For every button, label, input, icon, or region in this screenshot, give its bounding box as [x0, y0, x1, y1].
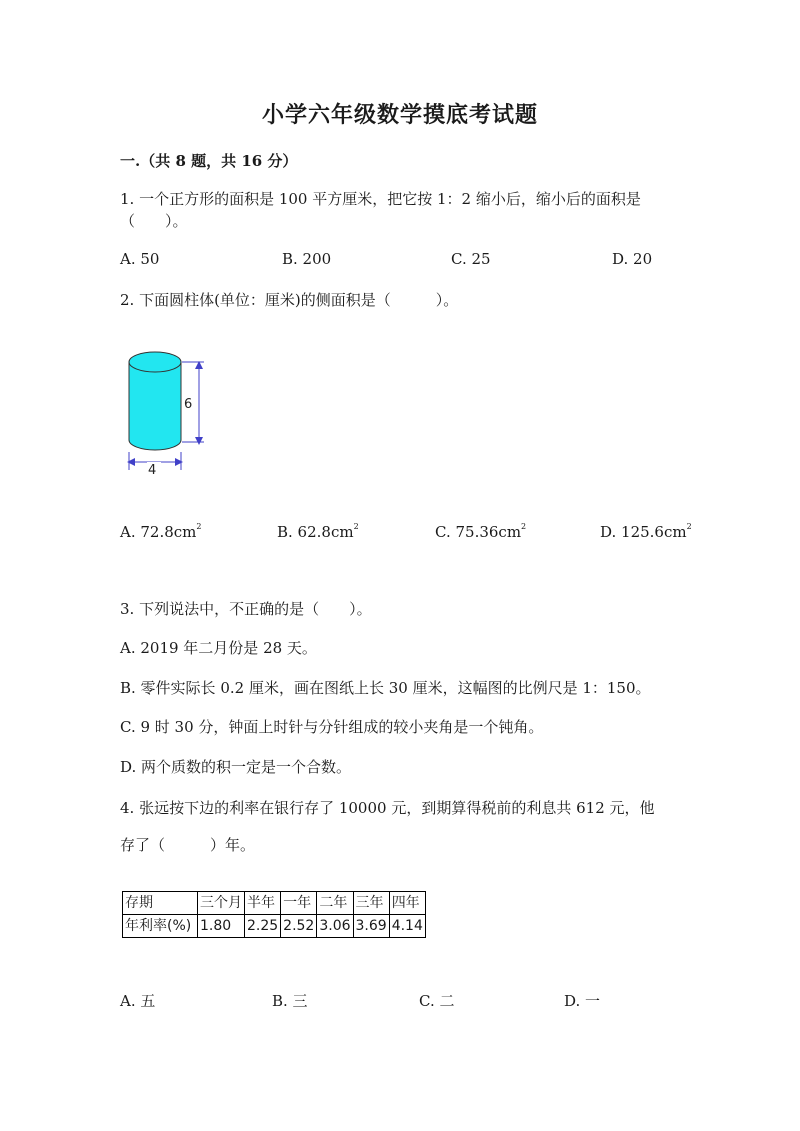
table-row	[123, 915, 426, 938]
table-cell: 3.69	[353, 915, 389, 938]
table-cell: 3.06	[317, 915, 353, 938]
question-2-option-a[interactable]: A. $72.8cm^2$	[120, 522, 202, 541]
question-4-option-d[interactable]: D. 一	[564, 992, 601, 1010]
question-1-option-d[interactable]: D. 20	[612, 250, 653, 268]
question-3-option-a[interactable]: A. 2019 年二月份是 28 天。	[120, 639, 317, 657]
table-cell: 年利率(%)	[123, 915, 198, 938]
cylinder-diagram	[120, 338, 240, 483]
question-2-option-d[interactable]: D. $125.6cm^2$	[600, 522, 692, 541]
table-cell: 半年	[245, 892, 281, 915]
question-1-text-cont: （ ）。	[120, 212, 188, 230]
table-cell: 二年	[317, 892, 353, 915]
cylinder-body	[129, 362, 181, 450]
question-4-text-cont: 存了（ ）年。	[120, 836, 256, 854]
question-3-option-b[interactable]: B. 零件实际长 0.2 厘米，画在图纸上长 30 厘米，这幅图的比例尺是 1：150。	[120, 679, 651, 697]
question-4-option-a[interactable]: A. 五	[120, 992, 156, 1010]
cylinder-top	[129, 352, 181, 372]
question-3-option-d[interactable]: D. 两个质数的积一定是一个合数。	[120, 758, 352, 776]
question-1-option-c[interactable]: C. 25	[451, 250, 491, 268]
table-cell: 存期	[123, 892, 198, 915]
table-cell: 2.25	[245, 915, 281, 938]
question-1-option-b[interactable]: B. 200	[282, 250, 332, 268]
question-2-option-b[interactable]: B. $62.8cm^2$	[277, 522, 359, 541]
table-cell: 1.80	[198, 915, 245, 938]
cylinder-figure	[120, 338, 240, 487]
height-label: 6	[184, 397, 193, 412]
question-2-text: 2. 下面圆柱体(单位：厘米)的侧面积是（ ）。	[120, 291, 459, 309]
question-4-option-b[interactable]: B. 三	[272, 992, 308, 1010]
page-title: 小学六年级数学摸底考试题	[261, 102, 538, 128]
question-4-option-c[interactable]: C. 二	[419, 992, 455, 1010]
table-cell: 2.52	[281, 915, 317, 938]
question-3-text: 3. 下列说法中，不正确的是（ ）。	[120, 600, 372, 618]
question-4-text: 4. 张远按下边的利率在银行存了 10000 元，到期算得税前的利息共 612 元，他	[120, 799, 655, 817]
table-cell: 四年	[389, 892, 425, 915]
question-1-option-a[interactable]: A. 50	[120, 250, 160, 268]
table-cell: 三个月	[198, 892, 245, 915]
table-header-row	[123, 892, 426, 915]
question-2-option-c[interactable]: C. $75.36cm^2$	[435, 522, 527, 541]
question-1-text: 1. 一个正方形的面积是 100 平方厘米，把它按 1：2 缩小后，缩小后的面积是	[120, 190, 641, 208]
diameter-label: 4	[148, 463, 157, 478]
table-cell: 三年	[353, 892, 389, 915]
question-3-option-c[interactable]: C. 9 时 30 分，钟面上时针与分针组成的较小夹角是一个钝角。	[120, 718, 544, 736]
section-heading: 一.（共 8 题，共 16 分）	[120, 152, 298, 170]
table-cell: 4.14	[389, 915, 425, 938]
table-cell: 一年	[281, 892, 317, 915]
interest-rate-table	[122, 891, 426, 938]
